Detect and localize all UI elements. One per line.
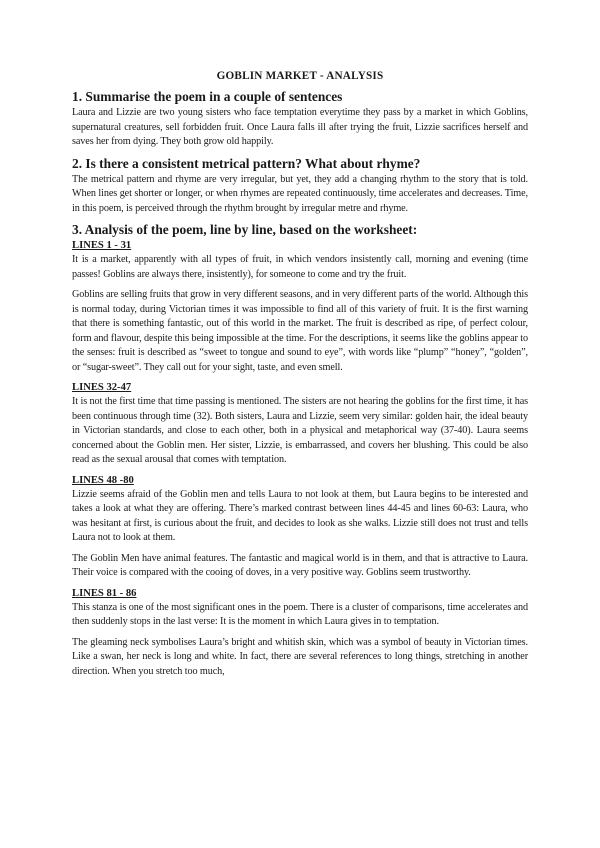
question-2-heading: 2. Is there a consistent metrical pattern? What about rhyme? <box>72 155 421 171</box>
paragraph: Lizzie seems afraid of the Goblin men and tells Laura to not look at them, but Laura begins to be interested and takes a look at what they are offering. There’s marked contrast between lines 44-45 and lines 60-63: Laura, who was hesitant at first, is curious about the fruit, and decides to look as she walks. Lizzie still does not trust and tells Laura not to look at them. <box>72 488 528 543</box>
paragraph: The gleaming neck symbolises Laura’s bright and whitish skin, which was a symbol of beauty in Victorian times. Like a swan, her neck is long and white. In fact, there are several references to long things, stretching in another direction. When you stretch too much, <box>72 636 528 677</box>
section-label-lines-48-80: LINES 48 -80 <box>72 474 134 486</box>
question-1-answer: Laura and Lizzie are two young sisters who face temptation everytime they pass by a market in which Goblins, supernatural creatures, sell forbidden fruit. Once Laura falls ill after trying the fruit, Lizzie sacrifices herself and saves her from dying. They both grow old happily. <box>72 107 528 147</box>
question-1-heading: 1. Summarise the poem in a couple of sentences <box>72 89 343 104</box>
paragraph: Goblins are selling fruits that grow in very different seasons, and in very different parts of the world. Although this is normal today, during Victorian times it was impossible to find all of this variety of fruit. It is the first warning that there is something fantastic, out of this world in the market. The fruit is described as ripe, of perfect colour, form and flavour, despite this being impossible at the time. For the descriptions, it seems like the goblins appear to the senses: fruit is described as “sweet to tongue and sound to eye”, with words like “plump” “honey”, “golden”, or “sugar-sweet”. They call out for your sight, taste, and even smell. <box>72 289 528 373</box>
document-body <box>72 70 528 685</box>
section-label-lines-1-31: LINES 1 - 31 <box>72 240 132 251</box>
question-2-answer: The metrical pattern and rhyme are very irregular, but yet, they add a changing rhythm to the story that is told. When lines get shorter or longer, or when rhymes are repeated continuously, time accelerates and decreases. Time, in this poem, is perceived through the rhythm brought by irregular metre and rhyme. <box>72 173 528 214</box>
paragraph: It is not the first time that time passing is mentioned. The sisters are not hearing the goblins for the first time, it has been continuous through time (32). Both sisters, Laura and Lizzie, seem very similar: golden hair, the ideal beauty in Victorian standards, and close to each other, both in a physical and metaphorical way (37-40). Laura seems concerned about the Goblin men. Her sister, Lizzie, is embarrassed, and covers her blushing. This could be also read as the sexual arousal that comes with temptation. <box>72 396 528 465</box>
paragraph: It is a market, apparently with all types of fruit, in which vendors insistently call, morning and evening (time passes! Goblins are always there, insistently), for someone to come and try the fruit. <box>72 254 528 280</box>
section-label-lines-81-86: LINES 81 - 86 <box>72 587 137 599</box>
paragraph: This stanza is one of the most significant ones in the poem. There is a cluster of comparisons, time accelerates and then suddenly stops in the last verse: It is the moment in which Laura gives in to temptation. <box>72 601 528 627</box>
section-label-lines-32-47: LINES 32-47 <box>72 382 132 393</box>
paragraph: The Goblin Men have animal features. The fantastic and magical world is in them, and that is attractive to Laura. Their voice is compared with the cooing of doves, in a very positive way. Goblins seem trustworthy. <box>72 552 528 578</box>
document-title: GOBLIN MARKET - ANALYSIS <box>216 70 384 82</box>
question-3-heading: 3. Analysis of the poem, line by line, based on the worksheet: <box>72 222 418 237</box>
